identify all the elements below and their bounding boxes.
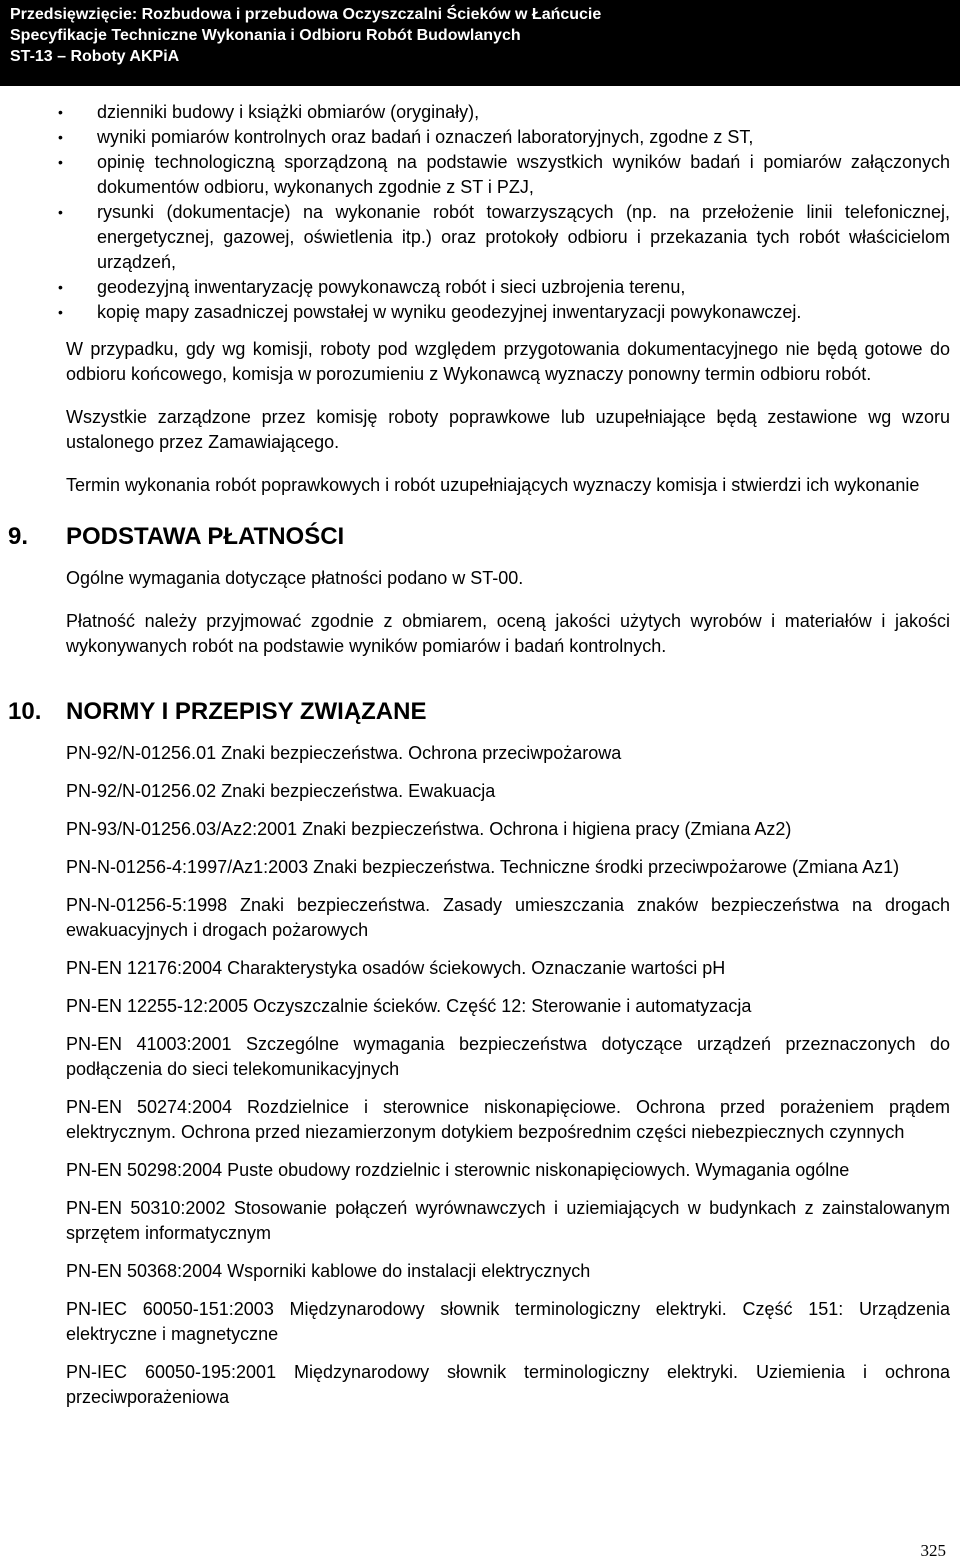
bullet-item: • geodezyjną inwentaryzację powykonawczą robót i sieci uzbrojenia terenu, (66, 275, 950, 300)
bullet-item: • wyniki pomiarów kontrolnych oraz badań i oznaczeń laboratoryjnych, zgodne z ST, (66, 125, 950, 150)
paragraph-commission-deadline: W przypadku, gdy wg komisji, roboty pod względem przygotowania dokumentacyjnego nie będą gotowe do odbioru końcowego, komisja w porozumieniu z Wykonawcą wyznaczy ponowny termin odbioru robót. (66, 339, 950, 384)
norm-item: PN-N-01256-4:1997/Az1:2003 Znaki bezpieczeństwa. Techniczne środki przeciwpożarowe (Zmiana Az1) (66, 857, 900, 877)
section-number: 9. (8, 523, 29, 550)
header-section-line: ST-13 – Roboty AKPiA (10, 48, 180, 65)
paragraph-payment-details: Płatność należy przyjmować zgodnie z obmiarem, oceną jakości użytych wyrobów i materiałów i jakości wykonywanych robót na podstawie wyników pomiarów i badań kontrolnych. (66, 611, 950, 656)
bullet-item: • kopię mapy zasadniczej powstałej w wyniku geodezyjnej inwentaryzacji powykonawczej. (66, 300, 950, 325)
bullet-item: • opinię technologiczną sporządzoną na podstawie wszystkich wyników badań i pomiarów załączonych dokumentów odbioru, wykonanych zgodnie z ST i PZJ, (66, 150, 950, 200)
document-header (0, 0, 960, 86)
norm-item: PN-EN 50310:2002 Stosowanie połączeń wyrównawczych i uziemiających w budynkach z zainstalowanym sprzętem informatycznym (66, 1198, 950, 1243)
section-title: NORMY I PRZEPISY ZWIĄZANE (66, 698, 427, 725)
header-spec-line: Specyfikacje Techniczne Wykonania i Odbioru Robót Budowlanych (10, 27, 521, 44)
bullet-item: • dzienniki budowy i książki obmiarów (oryginały), (66, 100, 950, 125)
norm-item: PN-N-01256-5:1998 Znaki bezpieczeństwa. Zasady umieszczania znaków bezpieczeństwa na drogach ewakuacyjnych i drogach pożarowych (66, 895, 950, 940)
norm-item: PN-92/N-01256.02 Znaki bezpieczeństwa. Ewakuacja (66, 781, 496, 801)
header-project-line: Przedsięwzięcie: Rozbudowa i przebudowa Oczyszczalni Ścieków w Łańcucie (10, 6, 602, 23)
norm-item: PN-EN 41003:2001 Szczególne wymagania bezpieczeństwa dotyczące urządzeń przeznaczonych do podłączenia do sieci telekomunikacyjnych (66, 1034, 950, 1079)
norm-item: PN-IEC 60050-195:2001 Międzynarodowy słownik terminologiczny elektryki. Uziemienia i ochrona przeciwporażeniowa (66, 1362, 950, 1407)
norm-item: PN-93/N-01256.03/Az2:2001 Znaki bezpieczeństwa. Ochrona i higiena pracy (Zmiana Az2) (66, 819, 792, 839)
paragraph-corrective-works: Wszystkie zarządzone przez komisję roboty poprawkowe lub uzupełniające będą zestawione wg wzoru ustalonego przez Zamawiającego. (66, 407, 950, 452)
bullet-item: • rysunki (dokumentacje) na wykonanie robót towarzyszących (np. na przełożenie linii telefonicznej, energetycznej, gazowej, oświetlenia itp.) oraz protokoły odbioru i przekazania tych robót właścicielom urządzeń, (66, 200, 950, 275)
norm-item: PN-EN 12255-12:2005 Oczyszczalnie ścieków. Część 12: Sterowanie i automatyzacja (66, 996, 752, 1016)
section-heading-9 (8, 522, 950, 552)
norm-item: PN-EN 50274:2004 Rozdzielnice i sterownice niskonapięciowe. Ochrona przed porażeniem prądem elektrycznym. Ochrona przed niezamierzonym dotykiem bezpośrednim części niebezpiecznych czynnych (66, 1097, 950, 1142)
page-content (8, 100, 950, 1410)
paragraph-payment-general: Ogólne wymagania dotyczące płatności podano w ST-00. (66, 568, 524, 588)
section-title: PODSTAWA PŁATNOŚCI (66, 523, 345, 550)
norm-item: PN-EN 12176:2004 Charakterystyka osadów ściekowych. Oznaczanie wartości pH (66, 958, 726, 978)
norm-item: PN-IEC 60050-151:2003 Międzynarodowy słownik terminologiczny elektryki. Część 151: Urządzenia elektryczne i magnetyczne (66, 1299, 950, 1344)
paragraph-deadline-corrective: Termin wykonania robót poprawkowych i robót uzupełniających wyznaczy komisja i stwierdzi ich wykonanie (66, 475, 920, 495)
norm-item: PN-92/N-01256.01 Znaki bezpieczeństwa. Ochrona przeciwpożarowa (66, 743, 622, 763)
norm-item: PN-EN 50368:2004 Wsporniki kablowe do instalacji elektrycznych (66, 1261, 591, 1281)
section-number: 10. (8, 698, 42, 725)
norm-item: PN-EN 50298:2004 Puste obudowy rozdzielnic i sterownic niskonapięciowych. Wymagania ogólne (66, 1160, 850, 1180)
section-heading-10 (8, 697, 950, 727)
page-number: 325 (920, 1541, 946, 1560)
